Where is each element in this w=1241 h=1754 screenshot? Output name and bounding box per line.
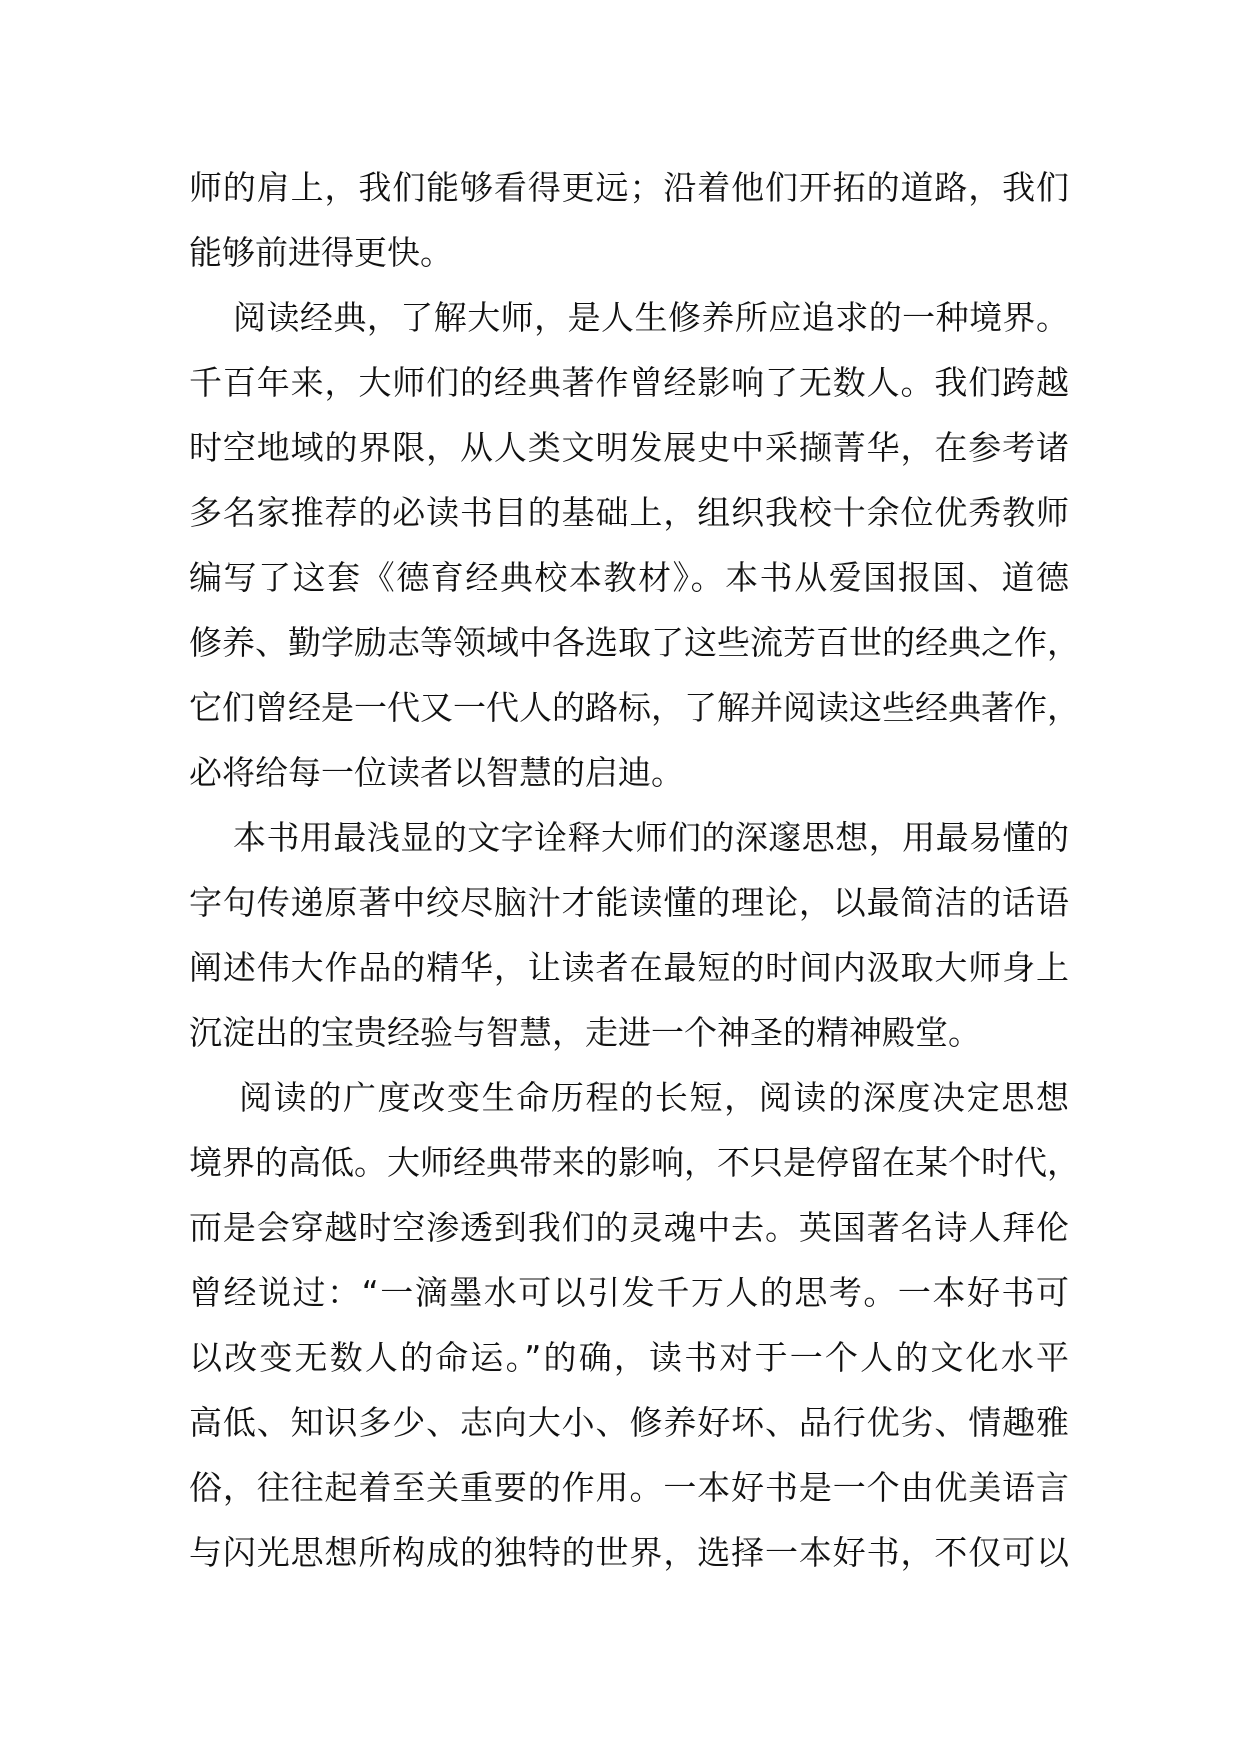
text-line: 编写了这套《德育经典校本教材》。本书从爱国报国、道德 [189,558,1069,597]
paragraph-1 [189,155,1069,285]
text-line: 时空地域的界限，从人类文明发展史中采撷菁华，在参考诸 [189,428,1069,467]
text-line: 以改变无数人的命运。”的确，读书对于一个人的文化水平 [189,1338,1069,1377]
text-line: 阐述伟大作品的精华，让读者在最短的时间内汲取大师身上 [189,948,1069,987]
text-line: 字句传递原著中绞尽脑汁才能读懂的理论，以最简洁的话语 [189,883,1069,922]
text-line: 阅读经典，了解大师，是人生修养所应追求的一种境界。 [233,298,1069,337]
body-text [189,155,1080,1585]
paragraph-2 [189,285,1080,805]
text-line: 阅读的广度改变生命历程的长短，阅读的深度决定思想 [239,1078,1069,1117]
text-line: 高低、知识多少、志向大小、修养好坏、品行优劣、情趣雅 [189,1403,1069,1442]
text-line: 与闪光思想所构成的独特的世界，选择一本好书，不仅可以 [189,1533,1069,1572]
text-line: 沉淀出的宝贵经验与智慧，走进一个神圣的精神殿堂。 [189,1013,981,1052]
paragraph-4 [189,1065,1080,1585]
text-line: 俗，往往起着至关重要的作用。一本好书是一个由优美语言 [189,1468,1069,1507]
text-line: 它们曾经是一代又一代人的路标，了解并阅读这些经典著作， [189,688,1080,727]
text-line: 必将给每一位读者以智慧的启迪。 [189,753,684,792]
text-line: 本书用最浅显的文字诠释大师们的深邃思想，用最易懂的 [233,818,1069,857]
text-line: 而是会穿越时空渗透到我们的灵魂中去。英国著名诗人拜伦 [189,1208,1069,1247]
text-line: 境界的高低。大师经典带来的影响，不只是停留在某个时代， [189,1143,1080,1182]
text-line: 曾经说过：“一滴墨水可以引发千万人的思考。一本好书可 [189,1273,1069,1312]
text-line: 千百年来，大师们的经典著作曾经影响了无数人。我们跨越 [189,363,1069,402]
text-line: 多名家推荐的必读书目的基础上，组织我校十余位优秀教师 [189,493,1069,532]
text-line: 修养、勤学励志等领域中各选取了这些流芳百世的经典之作， [189,623,1080,662]
text-line: 师的肩上，我们能够看得更远；沿着他们开拓的道路，我们 [189,168,1069,207]
text-line: 能够前进得更快。 [189,233,453,272]
paragraph-3 [189,805,1069,1065]
